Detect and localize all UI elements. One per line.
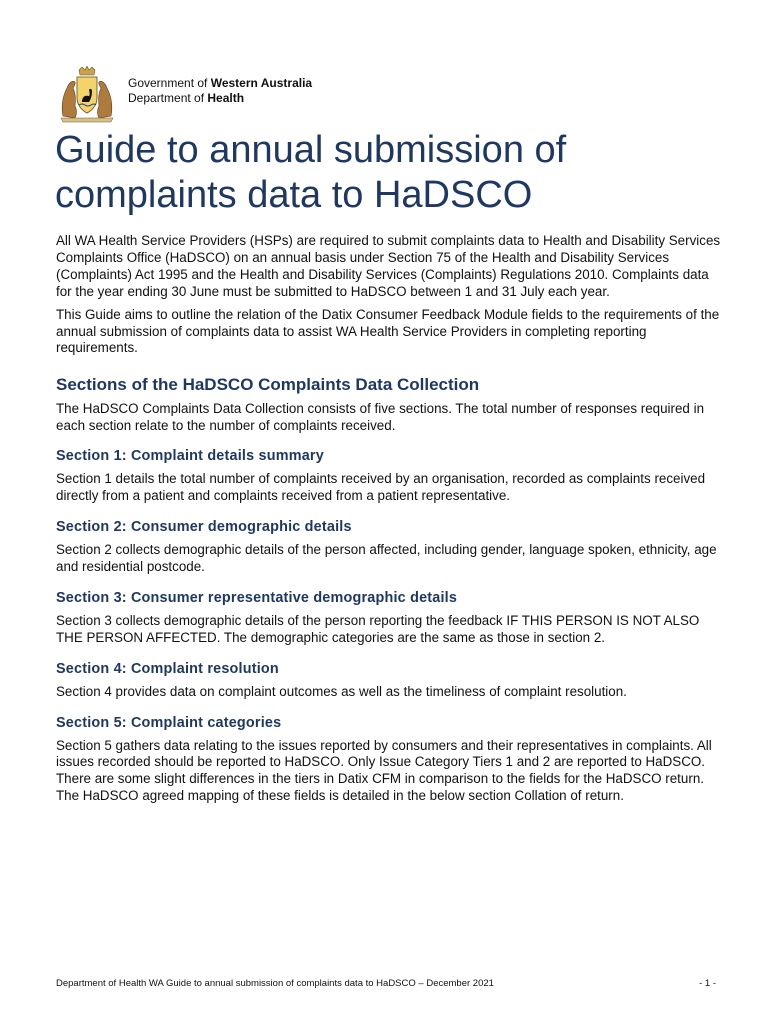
wa-coat-of-arms-icon xyxy=(55,66,119,124)
section-5-heading: Section 5: Complaint categories xyxy=(56,714,282,731)
sections-heading: Sections of the HaDSCO Complaints Data Collection xyxy=(56,375,480,395)
section-3-text: Section 3 collects demographic details of the person reporting the feedback IF THIS PERSON IS NOT ALSO THE PERSON AFFECTED. The demographic categories are the same as those in section 2. xyxy=(56,612,700,645)
page-number: - 1 - xyxy=(699,978,716,989)
section-1-heading: Section 1: Complaint details summary xyxy=(56,448,324,465)
page-title: Guide to annual submission of complaints data to HaDSCO xyxy=(55,129,567,216)
logo-text xyxy=(128,76,312,106)
logo-line-government: Government of Western Australia xyxy=(128,76,313,90)
section-2-text: Section 2 collects demographic details of the person affected, including gender, language spoken, ethnicity, age and residential postcode. xyxy=(56,541,717,574)
section-2-heading: Section 2: Consumer demographic details xyxy=(56,518,352,535)
sections-intro: The HaDSCO Complaints Data Collection consists of five sections. The total number of responses required in each section relate to the number of complaints received. xyxy=(56,401,705,434)
section-3-heading: Section 3: Consumer representative demographic details xyxy=(56,589,458,606)
section-5-text: Section 5 gathers data relating to the issues reported by consumers and their representatives in complaints. All issues recorded should be reported to HaDSCO. Only Issue Category Tiers 1 and 2 are reported to HaDSCO. There are some slight differences in the tiers in Datix CFM in comparison to the fields for the HaDSCO return. The HaDSCO agreed mapping of these fields is detailed in the below section Collation of return. xyxy=(56,737,712,804)
section-4-heading: Section 4: Complaint resolution xyxy=(56,660,279,677)
intro-paragraph-1: All WA Health Service Providers (HSPs) are required to submit complaints data to Health and Disability Services Complaints Office (HaDSCO) on an annual basis under Section 75 of the Health and Disability Services (Complaints) Act 1995 and the Health and Disability Services (Complaints) Regulations 2010. Complaints data for the year ending 30 June must be submitted to HaDSCO between 1 and 31 July each year. xyxy=(56,233,721,299)
footer-text: Department of Health WA Guide to annual submission of complaints data to HaDSCO – December 2021 xyxy=(56,978,494,989)
document-body xyxy=(56,233,721,805)
wa-health-logo xyxy=(55,66,330,126)
logo-line-department: Department of Health xyxy=(128,91,245,105)
intro-paragraph-2: This Guide aims to outline the relation of the Datix Consumer Feedback Module fields to the requirements of the annual submission of complaints data to assist WA Health Service Providers in completing reporting requirements. xyxy=(56,306,720,356)
section-1-text: Section 1 details the total number of complaints received by an organisation, recorded as complaints received directly from a patient and complaints received from a patient representative. xyxy=(56,471,706,504)
section-4-text: Section 4 provides data on complaint outcomes as well as the timeliness of complaint resolution. xyxy=(56,683,627,699)
